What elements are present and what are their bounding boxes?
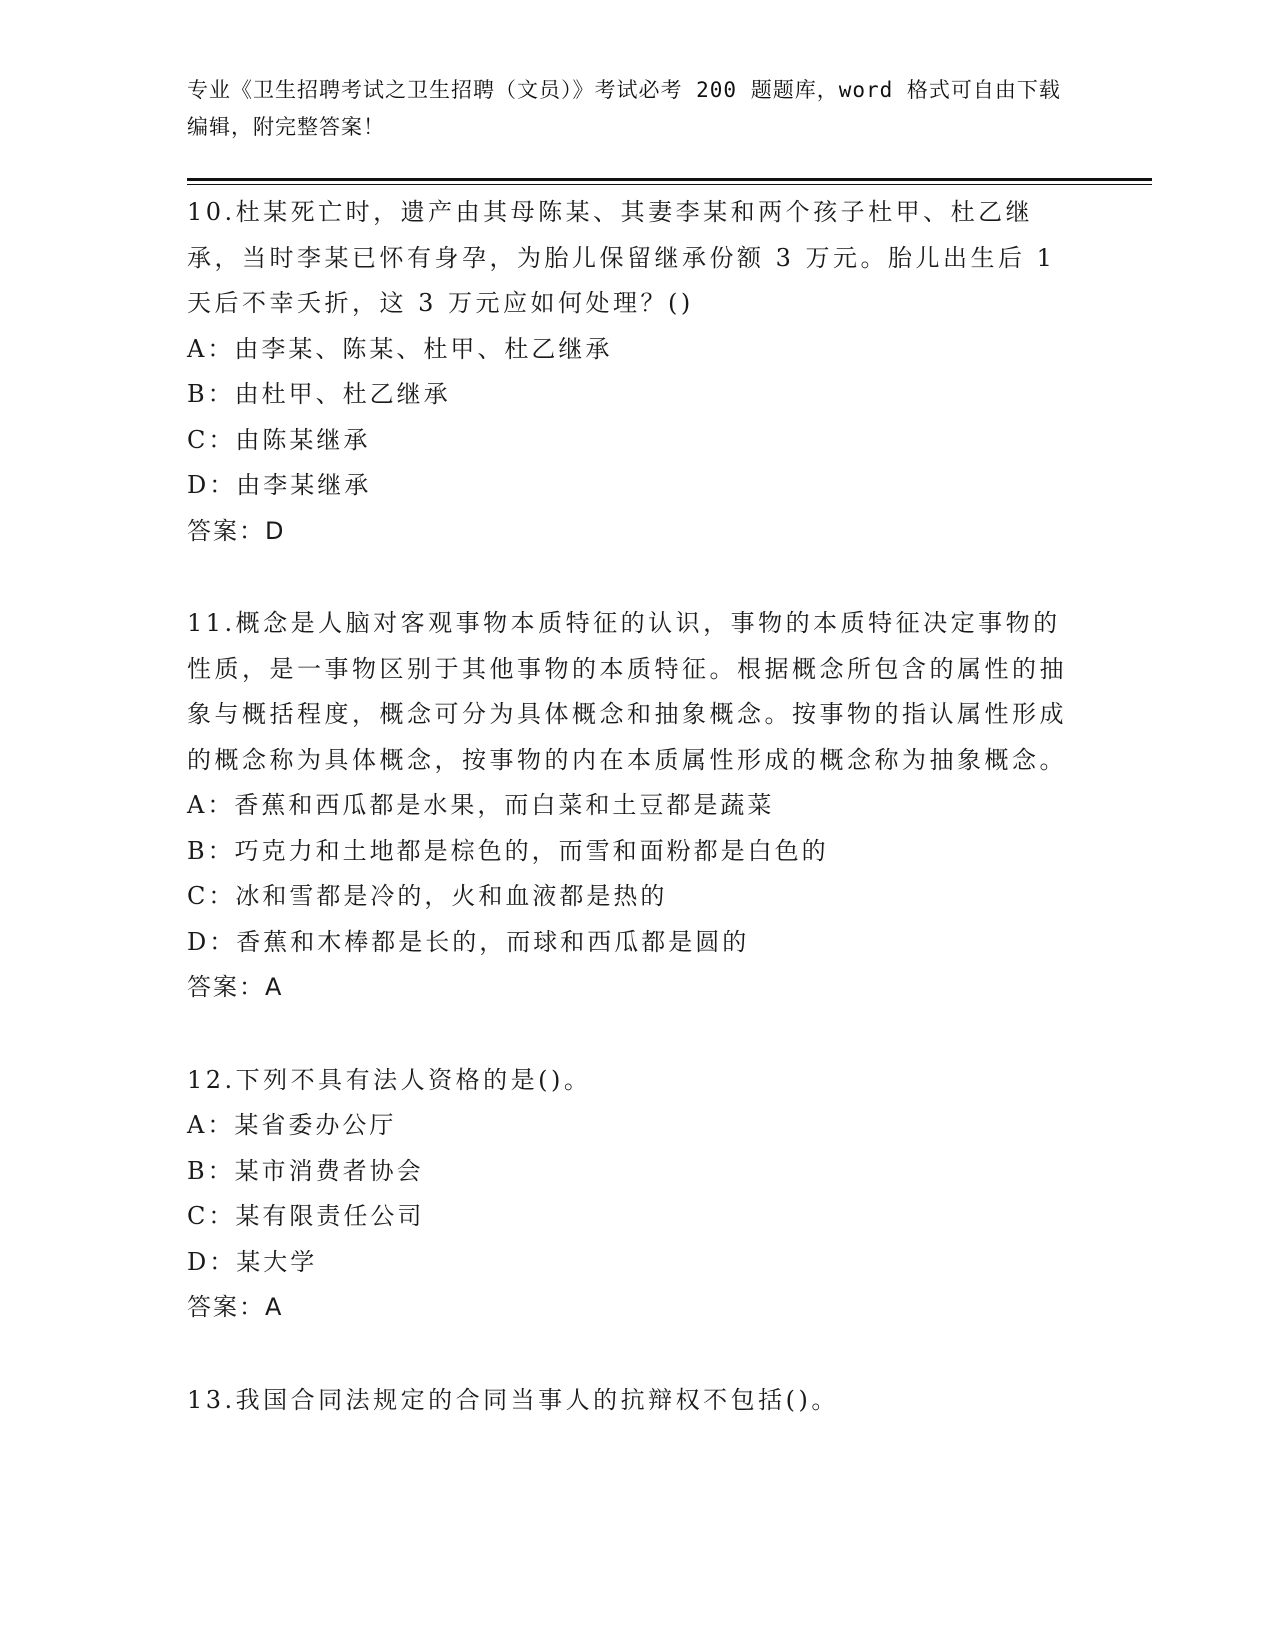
option-c: C：冰和雪都是冷的，火和血液都是热的 (187, 882, 668, 910)
question-list (187, 190, 1087, 1470)
option-a: A：香蕉和西瓜都是水果，而白菜和土豆都是蔬菜 (187, 791, 775, 819)
answer-label: 答案：A (187, 973, 284, 1001)
question-stem: 10.杜某死亡时，遗产由其母陈某、其妻李某和两个孩子杜甲、杜乙继承，当时李某已怀有身孕，为胎儿保留继承份额 3 万元。胎儿出生后 1 天后不幸夭折，这 3 万元应如何处理？() (187, 198, 1056, 317)
question-12 (187, 1058, 1087, 1331)
header-divider-thick (187, 178, 1152, 181)
question-13 (187, 1378, 1087, 1424)
answer-label: 答案：A (187, 1293, 284, 1321)
option-a: A：某省委办公厅 (187, 1111, 397, 1139)
header-divider-thin (187, 184, 1152, 185)
option-b: B：某市消费者协会 (187, 1156, 424, 1185)
question-10 (187, 190, 1087, 554)
question-stem: 13.我国合同法规定的合同当事人的抗辩权不包括()。 (187, 1385, 839, 1414)
question-11 (187, 601, 1087, 1011)
option-b: B：由杜甲、杜乙继承 (187, 380, 451, 408)
option-c: C：某有限责任公司 (187, 1202, 425, 1230)
answer-label: 答案：D (187, 516, 286, 545)
document-header: 专业《卫生招聘考试之卫生招聘（文员）》考试必考 200 题题库，word 格式可自由下载编辑，附完整答案！ (187, 78, 1061, 139)
option-d: D：香蕉和木棒都是长的，而球和西瓜都是圆的 (187, 927, 750, 956)
option-b: B：巧克力和土地都是棕色的，而雪和面粉都是白色的 (187, 836, 829, 865)
option-d: D：由李某继承 (187, 471, 372, 499)
question-stem: 12.下列不具有法人资格的是()。 (187, 1065, 592, 1094)
question-stem: 11.概念是人脑对客观事物本质特征的认识，事物的本质特征决定事物的性质，是一事物区别于其他事物的本质特征。根据概念所包含的属性的抽象与概括程度，概念可分为具体概念和抽象概念。按事物的指认属性形成的概念称为具体概念，按事物的内在本质属性形成的概念称为抽象概念。 (187, 609, 1067, 774)
option-d: D：某大学 (187, 1247, 318, 1276)
option-c: C：由陈某继承 (187, 425, 371, 454)
option-a: A：由李某、陈某、杜甲、杜乙继承 (187, 334, 613, 363)
